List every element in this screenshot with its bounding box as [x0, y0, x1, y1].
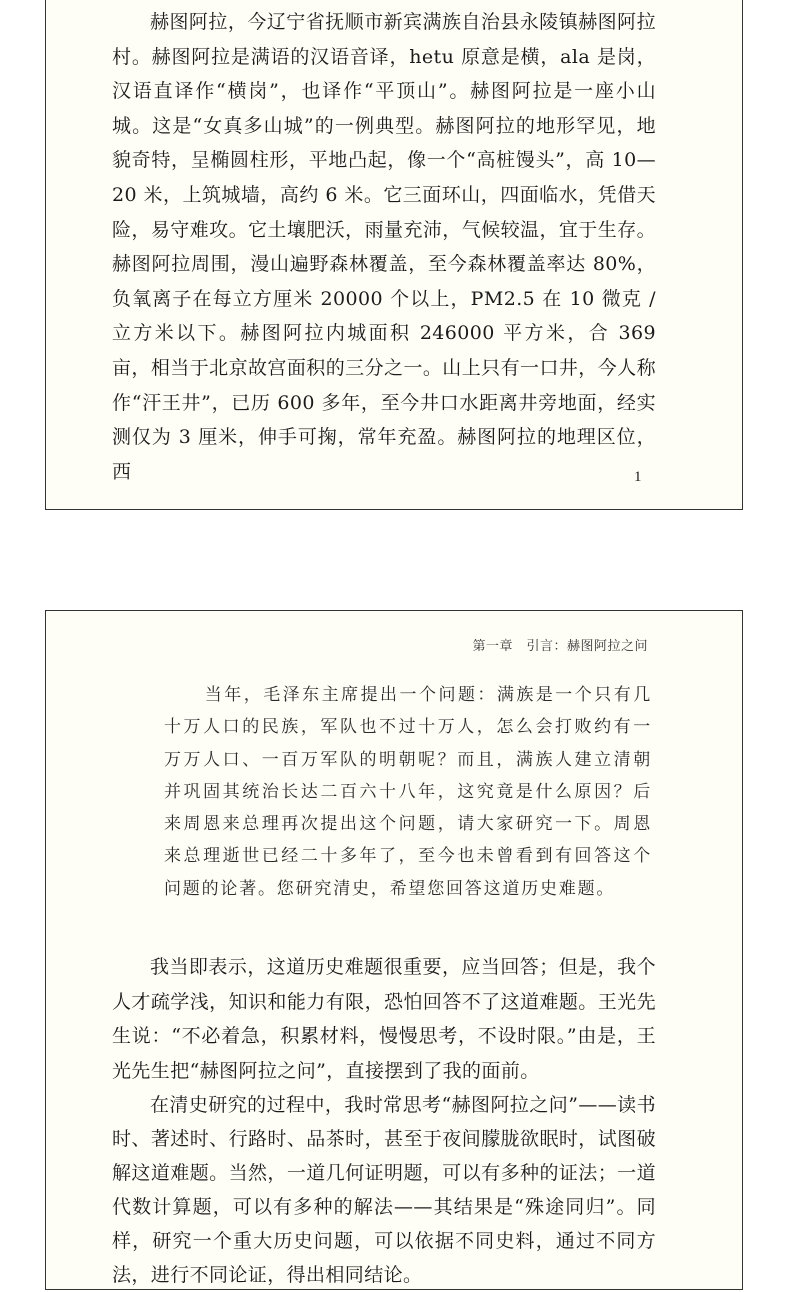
book-page-1 — [45, 0, 743, 510]
page-number: 1 — [634, 469, 642, 485]
page-2-paragraph-1: 我当即表示，这道历史难题很重要，应当回答；但是，我个人才疏学浅，知识和能力有限，恐怕回答不了这道难题。王光先生说：“不必着急，积累材料，慢慢思考，不设时限。”由是，王光先生把“赫图阿拉之问”，直接摆到了我的面前。 — [112, 956, 656, 1082]
block-quote: 当年，毛泽东主席提出一个问题：满族是一个只有几十万人口的民族，军队也不过十万人，怎么会打败约有一万万人口、一百万军队的明朝呢？而且，满族人建立清朝并巩固其统治长达二百六十八年，这究竟是什么原因？后来周恩来总理再次提出这个问题，请大家研究一下。周恩来总理逝世已经二十多年了，至今也未曾看到有回答这个问题的论著。您研究清史，希望您回答这道历史难题。 — [164, 685, 652, 899]
page-2-paragraph-2: 在清史研究的过程中，我时常思考“赫图阿拉之问”——读书时、著述时、行路时、品茶时，甚至于夜间朦胧欲眠时，试图破解这道难题。当然，一道几何证明题，可以有多种的证法；一道代数计算题，可以有多种的解法——其结果是“殊途同归”。同样，研究一个重大历史问题，可以依据不同史料，通过不同方法，进行不同论证，得出相同结论。 — [112, 1094, 656, 1286]
page-1-body-text: 赫图阿拉，今辽宁省抚顺市新宾满族自治县永陵镇赫图阿拉村。赫图阿拉是满语的汉语音译，hetu 原意是横，ala 是岗，汉语直译作“横岗”，也译作“平顶山”。赫图阿拉是一座小山城。这是“女真多山城”的一例典型。赫图阿拉的地形罕见，地貌奇特，呈椭圆柱形，平地凸起，像一个“高桩馒头”，高 10—20 米，上筑城墙，高约 6 米。它三面环山，四面临水，凭借天险，易守难攻。它土壤肥沃，雨量充沛，气候较温，宜于生存。赫图阿拉周围，漫山遍野森林覆盖，至今森林覆盖率达 80%，负氧离子在每立方厘米 20000 个以上，PM2.5 在 10 微克 / 立方米以下。赫图阿拉内城面积 246000 平方米，合 369 亩，相当于北京故宫面积的三分之一。山上只有一口井，今人称作“汗王井”，已历 600 多年，至今井口水距离井旁地面，经实测仅为 3 厘米，伸手可掬，常年充盈。赫图阿拉的地理区位，西 — [112, 11, 656, 483]
running-head: 第一章 引言：赫图阿拉之问 — [472, 639, 648, 654]
book-page-2 — [45, 610, 743, 1290]
